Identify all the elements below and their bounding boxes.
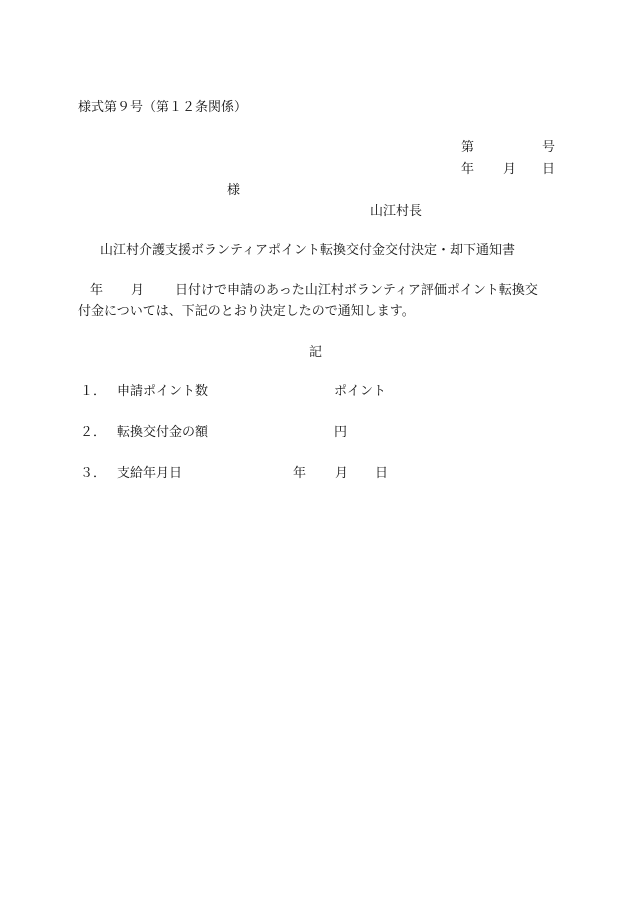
item-2-number: ２． — [80, 425, 107, 440]
item-1-label: 申請ポイント数 — [117, 384, 209, 399]
addressee-honorific: 様 — [227, 183, 241, 198]
date-day-label: 日 — [542, 162, 556, 177]
body-line-1-text: 日付けで申請のあった山江村ボランティア評価ポイント転換交 — [175, 283, 538, 298]
body-month-label: 月 — [131, 283, 145, 298]
item-3-label: 支給年月日 — [117, 466, 183, 481]
body-year-label: 年 — [90, 283, 104, 298]
item-3-number: ３． — [80, 466, 107, 481]
document-number-prefix: 第 — [461, 140, 475, 155]
item-3-year-label: 年 — [293, 466, 307, 481]
item-3-month-label: 月 — [335, 466, 349, 481]
sender-name: 山江村長 — [370, 204, 423, 219]
date-month-label: 月 — [503, 162, 517, 177]
item-2-label: 転換交付金の額 — [117, 425, 209, 440]
document-number-suffix: 号 — [542, 140, 556, 155]
ki-heading: 記 — [309, 345, 323, 360]
item-2-unit: 円 — [334, 425, 348, 440]
form-label: 様式第９号（第１２条関係） — [78, 100, 248, 115]
body-line-1 — [78, 283, 538, 299]
body-line-2: 付金については、下記のとおり決定したので通知します。 — [78, 304, 415, 319]
document-title: 山江村介護支援ボランティアポイント転換交付金交付決定・却下通知書 — [100, 243, 515, 258]
item-1-number: １． — [80, 384, 107, 399]
item-1-unit: ポイント — [334, 384, 387, 399]
item-3-day-label: 日 — [375, 466, 389, 481]
date-year-label: 年 — [461, 162, 475, 177]
